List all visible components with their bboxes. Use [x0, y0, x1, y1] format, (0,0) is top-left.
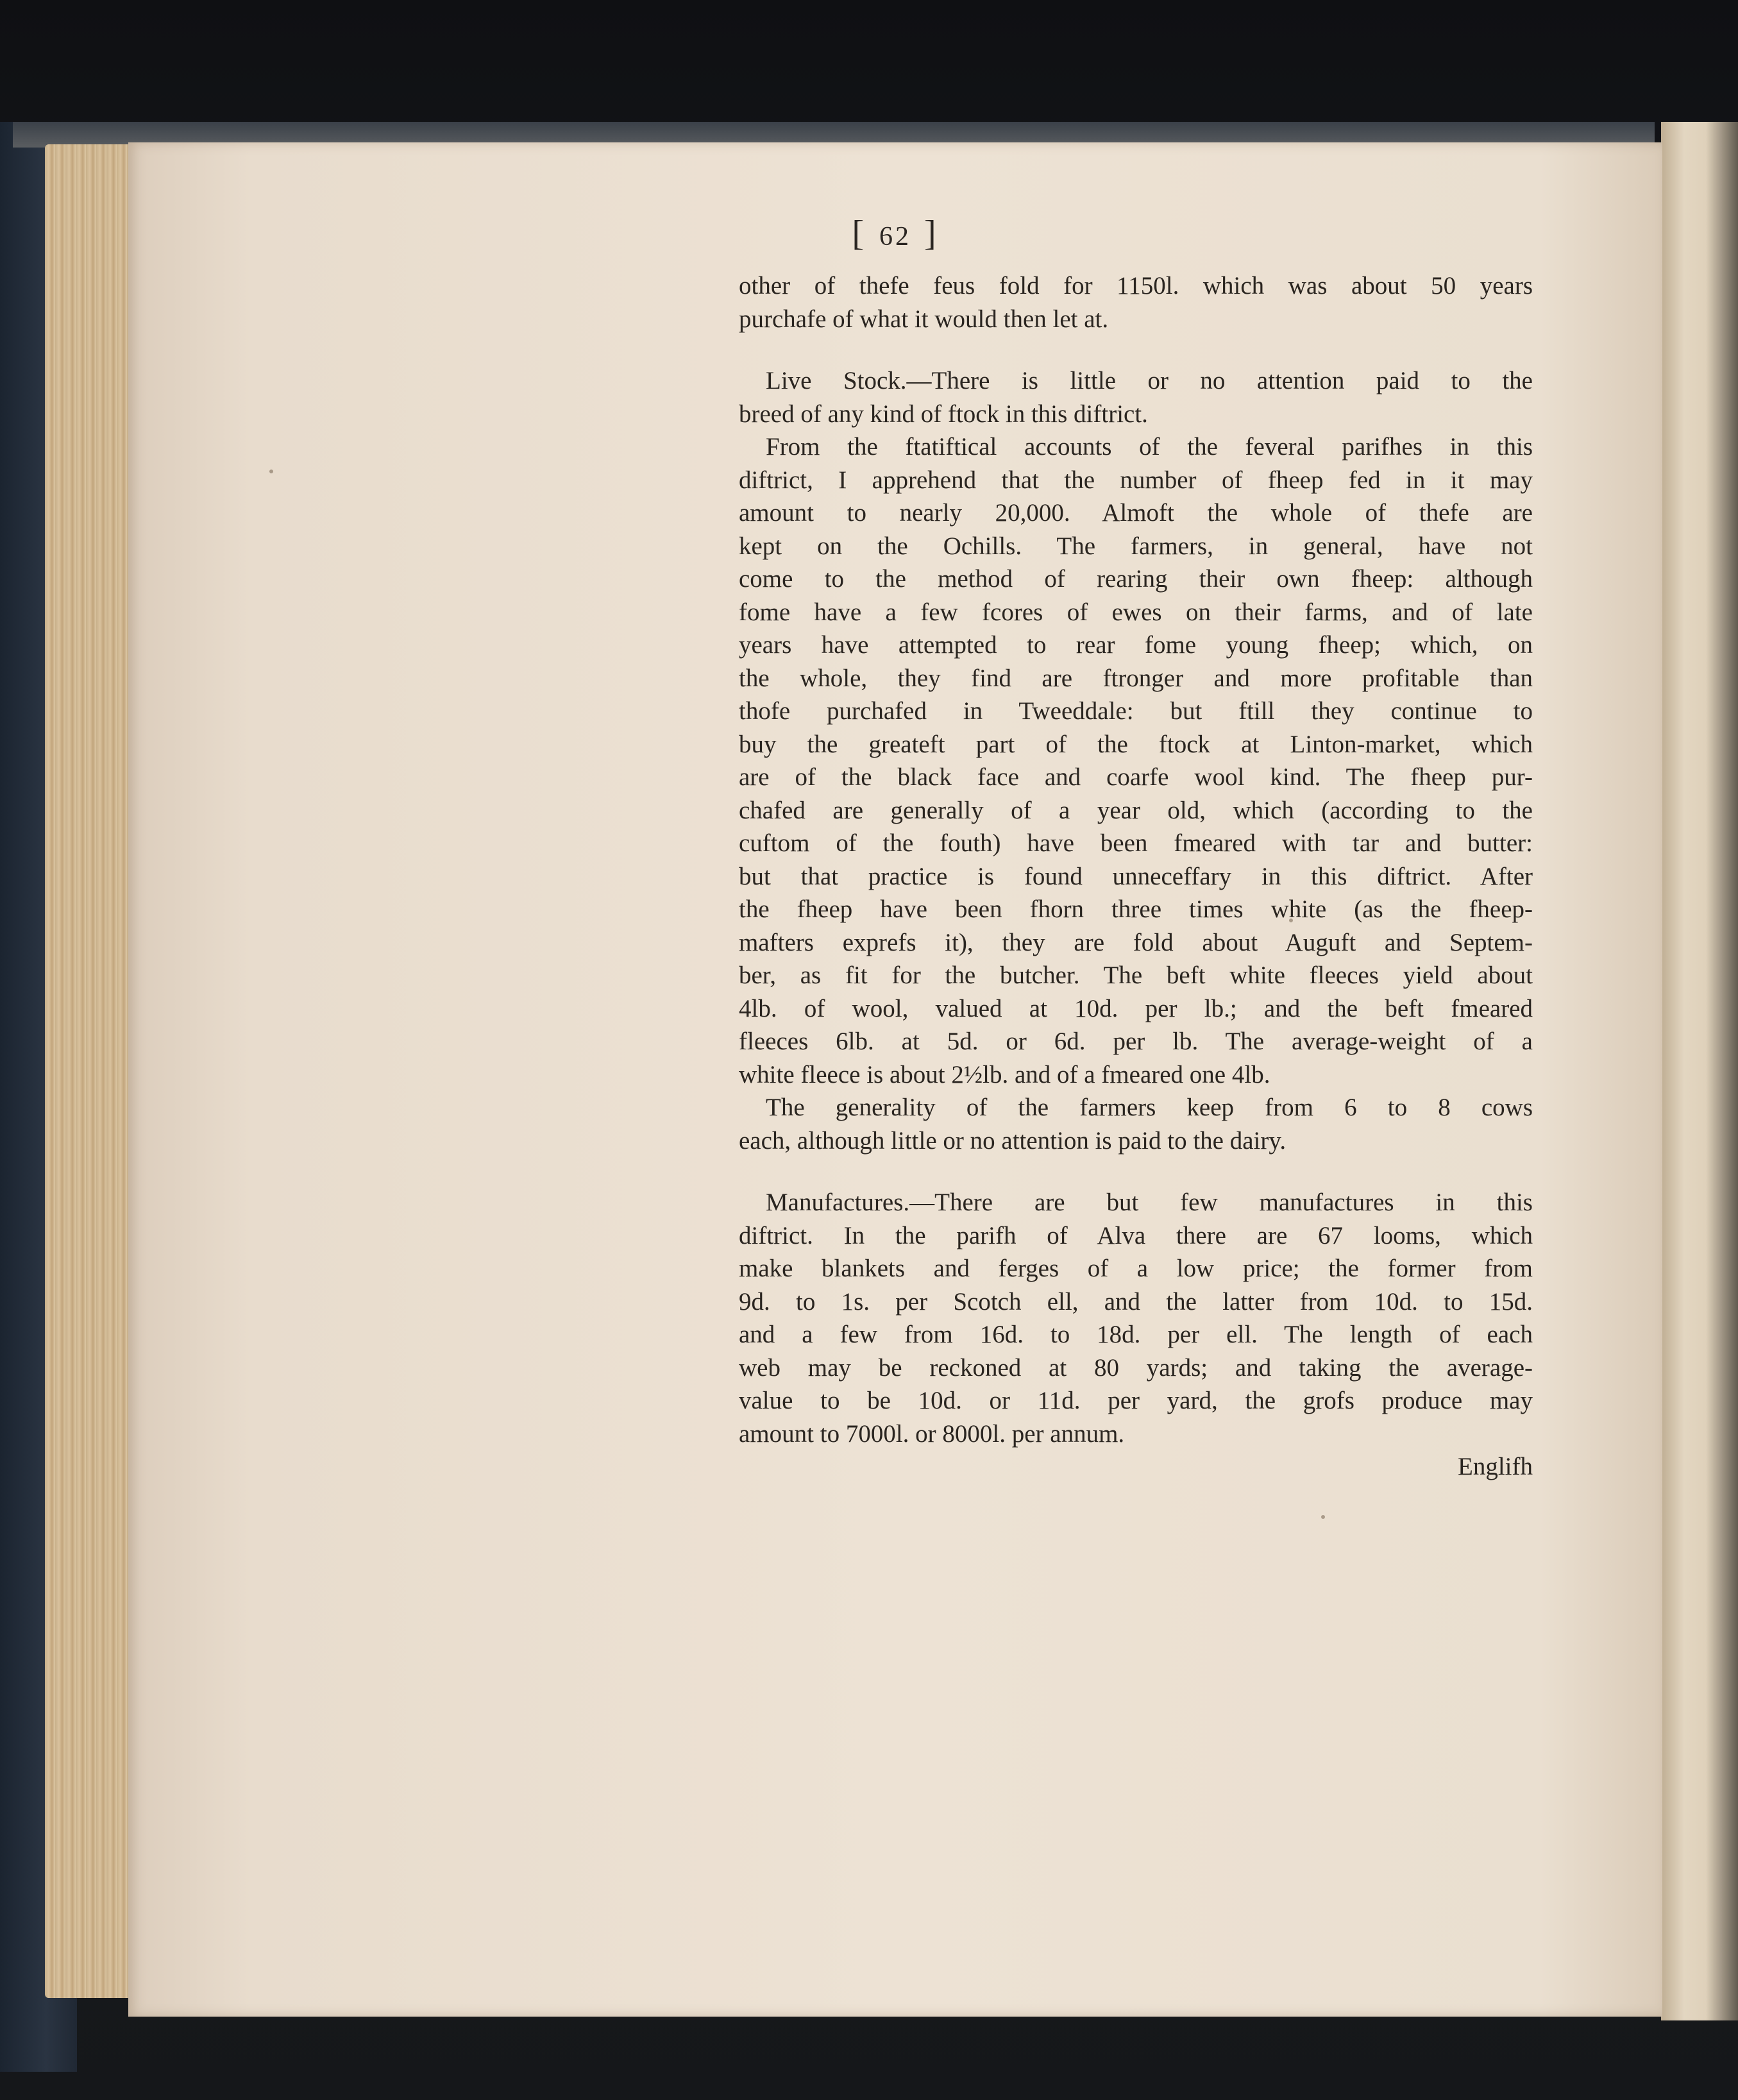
text-line: mafters exprefs it), they are fold about Auguft and Septem-	[739, 928, 1533, 956]
book-page	[128, 142, 1662, 2017]
page-header	[128, 213, 1662, 254]
header-bracket-right: ]	[924, 214, 939, 253]
text-line: web may be reckoned at 80 yards; and taking the average-	[739, 1353, 1533, 1382]
text-line: and a few from 16d. to 18d. per ell. The length of each	[739, 1321, 1533, 1348]
section-heading-line: Manufactures.—There are but few manufactures in this	[766, 1189, 1533, 1216]
text-line: come to the method of rearing their own fheep: although	[739, 565, 1533, 593]
text-line: buy the greateft part of the ftock at Linton-market, which	[739, 730, 1533, 758]
text-line: but that practice is found unneceffary in this diftrict. After	[739, 862, 1533, 890]
text-line: 9d. to 1s. per Scotch ell, and the latter from 10d. to 15d.	[739, 1287, 1533, 1316]
section-gap	[739, 1157, 1533, 1186]
text-line: fome have a few fcores of ewes on their farms, and of late	[739, 598, 1533, 626]
text-line: diftrict. In the parifh of Alva there are 67 looms, which	[739, 1221, 1533, 1249]
header-bracket-left: [	[852, 214, 866, 253]
text-line: ber, as fit for the butcher. The beft white fleeces yield about	[739, 961, 1533, 989]
text-line: From the ftatiftical accounts of the feveral parifhes in this	[766, 433, 1533, 461]
text-line: make blankets and ferges of a low price; the former from	[739, 1255, 1533, 1282]
text-line: cuftom of the fouth) have been fmeared with tar and butter:	[739, 829, 1533, 857]
text-line: chafed are generally of a year old, which (according to the	[739, 796, 1533, 824]
section-gap	[739, 335, 1533, 364]
page-edges	[45, 144, 135, 1998]
text-line: white fleece is about 2½lb. and of a fmeared one 4lb.	[739, 1060, 1270, 1088]
text-line: years have attempted to rear fome young fheep; which, on	[739, 631, 1533, 659]
text-line: amount to 7000l. or 8000l. per annum.	[739, 1419, 1125, 1448]
foxing-spot	[1289, 919, 1293, 922]
text-line: breed of any kind of ftock in this diftrict.	[739, 400, 1148, 428]
text-line: kept on the Ochills. The farmers, in general, have not	[739, 532, 1533, 560]
section-heading-line: Live Stock.—There is little or no attention paid to the	[766, 367, 1533, 394]
text-line: 4lb. of wool, valued at 10d. per lb.; and the beft fmeared	[739, 994, 1533, 1022]
foxing-spot	[269, 470, 273, 473]
text-line: thofe purchafed in Tweeddale: but ftill they continue to	[739, 697, 1533, 725]
catchword: Englifh	[1458, 1453, 1533, 1480]
text-line: The generality of the farmers keep from 6 to 8 cows	[766, 1094, 1533, 1121]
text-line: the whole, they find are ftronger and more profitable than	[739, 664, 1533, 692]
text-line: value to be 10d. or 11d. per yard, the grofs produce may	[739, 1387, 1533, 1414]
text-line: diftrict, I apprehend that the number of fheep fed in it may	[739, 466, 1533, 494]
text-line: each, although little or no attention is paid to the dairy.	[739, 1126, 1287, 1155]
text-line: amount to nearly 20,000. Almoft the whole of thefe are	[739, 499, 1533, 527]
text-line: purchafe of what it would then let at.	[739, 305, 1109, 333]
gutter-shadow	[1706, 122, 1738, 2020]
page-number: 62	[879, 222, 911, 251]
text-line: the fheep have been fhorn three times white (as the fheep-	[739, 895, 1533, 923]
text-line: fleeces 6lb. at 5d. or 6d. per lb. The average-weight of a	[739, 1028, 1533, 1055]
text-line: are of the black face and coarfe wool kind. The fheep pur-	[739, 763, 1533, 791]
text-line: other of thefe feus fold for 1150l. which was about 50 years	[739, 272, 1533, 300]
foxing-spot	[1321, 1515, 1325, 1519]
body-text	[739, 269, 1533, 1484]
